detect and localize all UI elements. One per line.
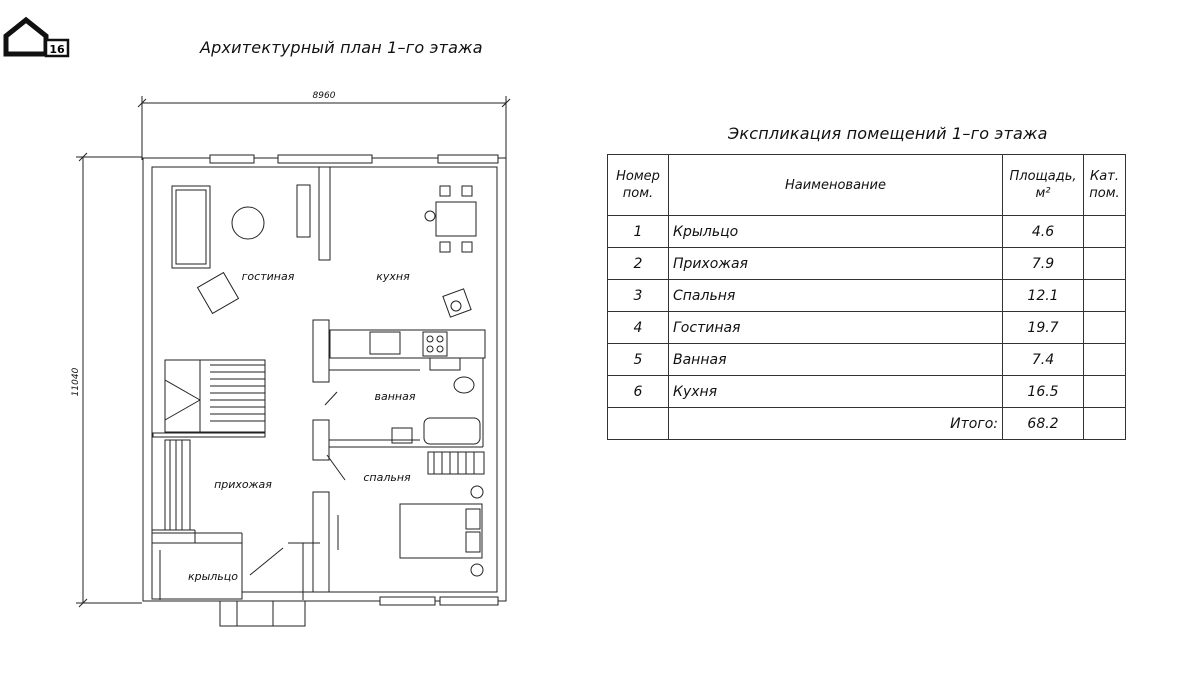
row-num: 3 (608, 280, 669, 312)
row-name: Спальня (669, 280, 1003, 312)
row-area: 19.7 (1003, 312, 1084, 344)
row-name: Ванная (669, 344, 1003, 376)
header-area: Площадь, м² (1003, 155, 1084, 216)
row-area: 7.4 (1003, 344, 1084, 376)
header-name: Наименование (669, 155, 1003, 216)
row-cat (1084, 280, 1126, 312)
row-num: 2 (608, 248, 669, 280)
row-cat (1084, 376, 1126, 408)
row-cat (1084, 216, 1126, 248)
header-num: Номер пом. (608, 155, 669, 216)
row-num: 6 (608, 376, 669, 408)
row-cat (1084, 344, 1126, 376)
row-num: 4 (608, 312, 669, 344)
logo-number: 16 (49, 43, 65, 56)
row-name: Прихожая (669, 248, 1003, 280)
total-row (608, 408, 1126, 440)
row-num: 5 (608, 344, 669, 376)
width-dimension: 8960 (312, 91, 336, 101)
total-value: 68.2 (1003, 408, 1084, 440)
row-cat (1084, 248, 1126, 280)
header-cat: Кат. пом. (1084, 155, 1126, 216)
table-row (608, 216, 1126, 248)
explication-title: Экспликация помещений 1–го этажа (728, 124, 1048, 143)
row-area: 4.6 (1003, 216, 1084, 248)
row-area: 16.5 (1003, 376, 1084, 408)
row-area: 7.9 (1003, 248, 1084, 280)
table-row (608, 280, 1126, 312)
room-label-kitchen: кухня (376, 270, 410, 283)
table-header-row (608, 155, 1126, 216)
table-row (608, 376, 1126, 408)
row-name: Кухня (669, 376, 1003, 408)
table-row (608, 312, 1126, 344)
total-label: Итого: (669, 408, 1003, 440)
row-cat (1084, 312, 1126, 344)
room-label-bedroom: спальня (363, 471, 411, 484)
room-label-bathroom: ванная (374, 390, 416, 403)
row-name: Крыльцо (669, 216, 1003, 248)
room-label-hallway: прихожая (214, 478, 272, 491)
room-label-porch: крыльцо (187, 570, 239, 583)
plan-title: Архитектурный план 1–го этажа (200, 38, 483, 57)
table-row (608, 344, 1126, 376)
table-row (608, 248, 1126, 280)
room-label-living: гостиная (241, 270, 295, 283)
row-num: 1 (608, 216, 669, 248)
row-name: Гостиная (669, 312, 1003, 344)
explication-table (607, 154, 1126, 440)
height-dimension: 11040 (71, 367, 81, 397)
row-area: 12.1 (1003, 280, 1084, 312)
